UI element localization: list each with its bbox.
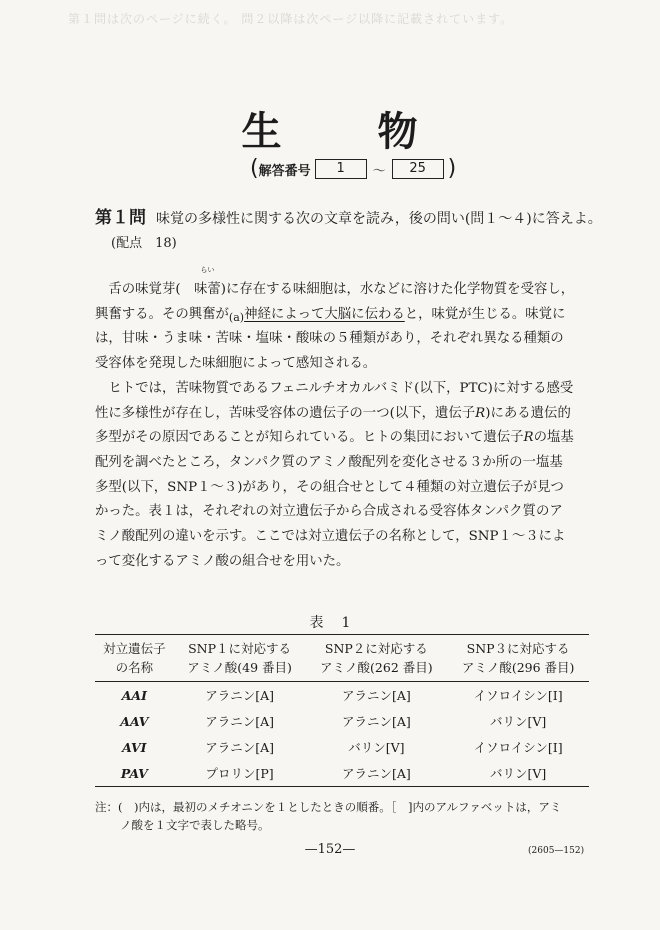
question-points: (配点 18) (111, 236, 177, 251)
passage (95, 266, 575, 574)
ruby-annotation: 味蕾 らい (181, 278, 221, 303)
table-note (95, 798, 595, 834)
table-row (95, 708, 589, 734)
passage-paragraph-2: ヒトでは，苦味物質であるフェニルチオカルバミド(以下，PTC)に対する感受性に多様性が存在し，苦味受容体の遺伝子の一つ(以下，遺伝子R)にある遺伝的多型がその原因であることが知られている。ヒトの集団において遺伝子Rの塩基配列を調べたところ，タンパク質のアミノ酸配列を変化させる３か所の一塩基多型(以下，SNP１～３)があり，その組合せとして４種類の対立遺伝子が見つかった。表１は，それぞれの対立遺伝子から合成される受容体タンパク質のアミノ酸配列の違いを示す。ここでは対立遺伝子の名称として，SNP１～３によって変化するアミノ酸の組合せを用いた。 (95, 380, 574, 569)
allele-table (95, 634, 589, 787)
table-row (95, 682, 589, 709)
question-heading (95, 203, 602, 228)
underline-marker-a: (a) (228, 310, 245, 324)
passage-paragraph-1: 舌の味覚芽( 味蕾 らい )に存在する味細胞は，水などに溶けた化学物質を受容し，興奮する。その興奮が$_{(a)}$神経によって大脳に伝わると，味覚が生じる。味覚には，甘味・うま味・苦味・塩味・酸味の５種類があり，それぞれ異なる種類の受容体を発現した味細胞によって感知される。 (95, 266, 575, 372)
gene-symbol: R (475, 405, 486, 421)
table-row (95, 734, 589, 760)
underlined-phrase-a: 神経によって大脳に伝わる (244, 306, 405, 322)
subject-title (0, 100, 660, 157)
table-header-cell: SNP３に対応する アミノ酸(296 番目) (447, 635, 589, 682)
table-header-cell: 対立遺伝子 の名称 (95, 635, 174, 682)
gene-symbol: R (523, 430, 534, 446)
document-code: (2605—152) (528, 846, 585, 856)
table-cell: バリン[V] (348, 740, 405, 755)
table-cell: アラニン[A] (341, 714, 411, 729)
answer-range-end-box: 25 (392, 159, 444, 179)
table-header-row (95, 635, 589, 682)
question-prompt: 味覚の多様性に関する次の文章を読み，後の問い(問１～４)に答えよ。 (156, 211, 602, 227)
ruby-reading: らい (200, 266, 215, 274)
subject-char-1: 生 (241, 109, 283, 155)
table-cell: バリン[V] (447, 760, 589, 787)
table-cell: バリン[V] (489, 714, 547, 729)
table-cell: イソロイシン[I] (473, 740, 563, 755)
table-cell: イソロイシン[I] (473, 688, 563, 703)
answer-number-range: ( 解答番号 1 ～ 25 ) (250, 156, 457, 181)
faint-header-bleedthrough: 第１問は次のページに続く。 問２以降は次ページ以降に記載されています。 (68, 12, 514, 26)
answer-range-tilde: ～ (372, 163, 386, 179)
table-cell: アラニン[A] (205, 714, 274, 729)
answer-range-start-box: 1 (315, 159, 367, 179)
table-cell: アラニン[A] (305, 760, 447, 787)
table-row (95, 760, 589, 787)
table-cell: アラニン[A] (205, 688, 274, 703)
table-cell: アラニン[A] (341, 688, 411, 703)
subject-char-2: 物 (377, 109, 419, 155)
question-number: 第１問 (95, 208, 146, 228)
table-caption: 表 1 (309, 615, 351, 631)
table-cell: プロリン[P] (174, 760, 306, 787)
table-note-line-1: 注：( )内は，最初のメチオニンを１としたときの順番。［ ]内のアルファベットは，アミ (95, 800, 562, 814)
page-number: —152— (304, 842, 356, 857)
allele-name-cell: AAI (121, 687, 147, 703)
allele-name-cell: AVI (122, 739, 147, 755)
table-note-line-2: ノ酸を１文字で表した略号。 (120, 818, 270, 832)
answer-range-label: 解答番号 (258, 163, 311, 179)
table-header-cell: SNP２に対応する アミノ酸(262 番目) (305, 635, 447, 682)
allele-name-cell: AAV (120, 713, 149, 729)
table-header-cell: SNP１に対応する アミノ酸(49 番目) (174, 635, 306, 682)
table-cell: アラニン[A] (205, 740, 274, 755)
allele-name-cell: PAV (95, 760, 174, 787)
